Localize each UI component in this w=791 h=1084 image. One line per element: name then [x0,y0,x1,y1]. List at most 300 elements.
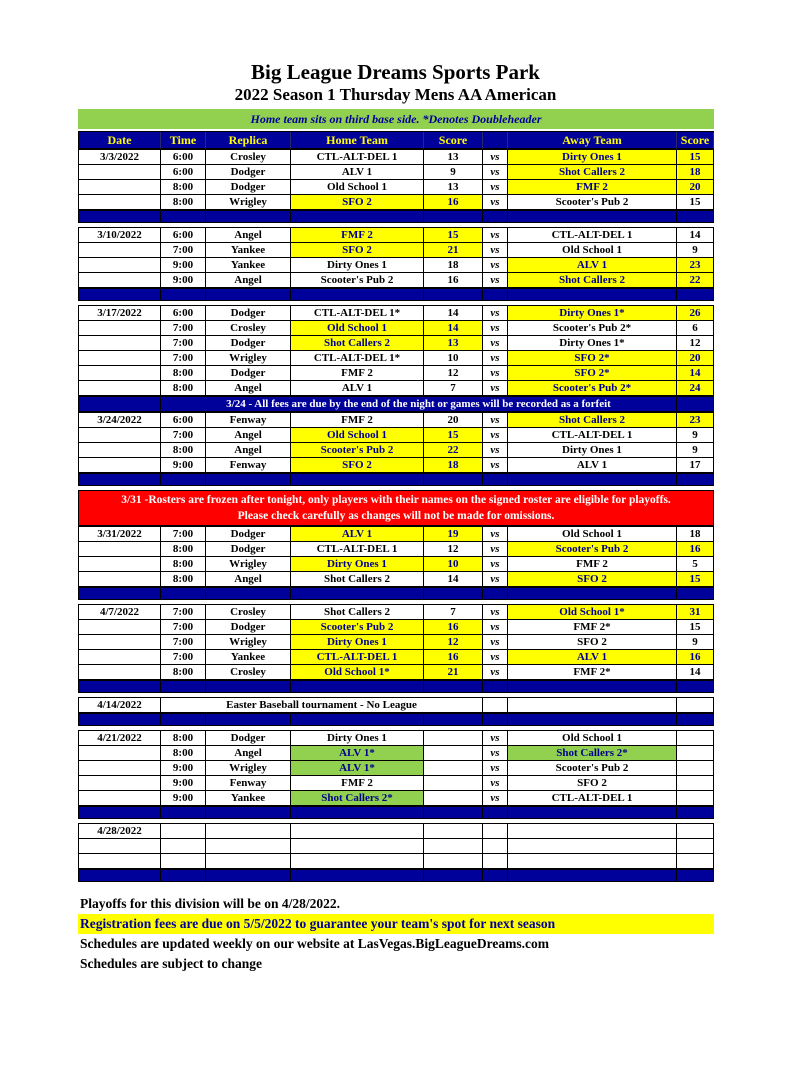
roster-freeze-banner [78,490,714,526]
home-score-cell: 16 [424,620,483,635]
date-cell [79,791,161,806]
home-team-cell: CTL-ALT-DEL 1* [291,306,424,321]
separator-cell [508,474,677,486]
date-cell [79,195,161,210]
separator-cell [508,714,677,726]
home-team-cell: Dirty Ones 1 [291,557,424,572]
vs-cell: vs [483,165,508,180]
separator-row [78,210,714,223]
separator-cell [424,714,483,726]
date-cell: 4/14/2022 [79,698,161,713]
date-cell [79,428,161,443]
vs-cell: vs [483,665,508,680]
time-cell: 8:00 [161,180,206,195]
away-score-cell: 14 [677,366,714,381]
separator-cell [677,474,714,486]
fees-note-text: 3/24 - All fees are due by the end of the night or games will be recorded as a forfeit [161,397,677,412]
vs-cell: vs [483,428,508,443]
vs-cell: vs [483,180,508,195]
separator-cell [79,211,161,223]
playoffs-note: Playoffs for this division will be on 4/28/2022. [80,896,341,911]
separator-row [78,587,714,600]
vs-cell: vs [483,761,508,776]
home-score-cell: 13 [424,336,483,351]
vs-cell: vs [483,243,508,258]
away-score-cell [677,839,714,854]
time-cell: 7:00 [161,527,206,542]
time-cell: 7:00 [161,351,206,366]
separator-row [78,713,714,726]
website-note: Schedules are updated weekly on our website at LasVegas.BigLeagueDreams.com [80,936,550,951]
home-team-cell: Old School 1* [291,665,424,680]
home-score-cell: 10 [424,351,483,366]
date-cell [79,443,161,458]
vs-cell: vs [483,620,508,635]
away-score-cell: 9 [677,428,714,443]
away-team-cell: Dirty Ones 1* [508,306,677,321]
separator-cell [161,211,206,223]
separator-cell [677,588,714,600]
away-score-cell: 22 [677,273,714,288]
home-score-cell: 16 [424,650,483,665]
time-cell: 8:00 [161,366,206,381]
separator-cell [206,474,291,486]
replica-cell: Dodger [206,527,291,542]
home-score-cell: 16 [424,273,483,288]
away-score-cell: 15 [677,195,714,210]
separator-cell [677,807,714,819]
vs-cell: vs [483,791,508,806]
away-team-cell: FMF 2 [508,557,677,572]
time-cell: 8:00 [161,381,206,396]
separator-cell [161,289,206,301]
date-section [78,823,714,869]
home-team-cell: SFO 2 [291,458,424,473]
separator-cell [161,474,206,486]
home-score-cell: 20 [424,413,483,428]
away-team-cell: Scooter's Pub 2* [508,321,677,336]
separator-cell [161,870,206,882]
separator-cell [424,211,483,223]
home-team-cell: Old School 1 [291,428,424,443]
separator-row [78,869,714,882]
replica-cell: Angel [206,746,291,761]
away-score-cell: 14 [677,228,714,243]
away-team-cell: Dirty Ones 1 [508,150,677,165]
event-row [78,697,714,713]
date-cell: 4/21/2022 [79,731,161,746]
time-cell: 7:00 [161,635,206,650]
separator-cell [508,588,677,600]
separator-cell [79,681,161,693]
away-score-cell: 14 [677,665,714,680]
away-score-cell: 31 [677,605,714,620]
home-team-cell: Shot Callers 2 [291,605,424,620]
schedule-table [78,131,714,882]
time-cell [161,824,206,839]
date-cell [79,258,161,273]
replica-cell: Dodger [206,180,291,195]
home-score-cell [424,824,483,839]
away-team-cell: SFO 2* [508,351,677,366]
date-cell: 3/31/2022 [79,527,161,542]
home-score-cell [424,776,483,791]
separator-cell [291,588,424,600]
separator-cell [161,714,206,726]
time-cell [161,854,206,869]
separator-cell [677,870,714,882]
home-team-cell: Old School 1 [291,321,424,336]
separator-row [78,288,714,301]
date-cell: 3/17/2022 [79,306,161,321]
away-score-cell [677,761,714,776]
separator-cell [79,289,161,301]
home-team-cell [291,839,424,854]
replica-cell: Angel [206,273,291,288]
date-cell: 3/24/2022 [79,413,161,428]
home-score-cell: 12 [424,542,483,557]
time-cell: 9:00 [161,776,206,791]
replica-cell: Wrigley [206,351,291,366]
time-cell: 6:00 [161,228,206,243]
separator-cell [79,714,161,726]
home-score-cell: 22 [424,443,483,458]
date-section [78,305,714,396]
time-cell: 8:00 [161,542,206,557]
date-cell [79,336,161,351]
home-score-cell [424,746,483,761]
vs-cell [483,854,508,869]
time-cell: 6:00 [161,413,206,428]
home-team-cell: ALV 1 [291,381,424,396]
separator-row [78,680,714,693]
separator-cell [206,681,291,693]
away-team-cell [508,839,677,854]
home-team-cell: Scooter's Pub 2 [291,620,424,635]
date-cell [79,381,161,396]
replica-cell: Wrigley [206,761,291,776]
away-team-cell: Dirty Ones 1* [508,336,677,351]
separator-cell [79,588,161,600]
date-section [78,227,714,288]
separator-cell [508,681,677,693]
time-cell: 7:00 [161,605,206,620]
away-score-cell: 20 [677,180,714,195]
away-score-cell: 6 [677,321,714,336]
replica-cell: Dodger [206,620,291,635]
vs-cell: vs [483,542,508,557]
away-team-cell: SFO 2* [508,366,677,381]
home-team-cell: Shot Callers 2 [291,336,424,351]
separator-cell [206,211,291,223]
away-team-cell: FMF 2 [508,180,677,195]
replica-cell: Dodger [206,306,291,321]
replica-cell: Yankee [206,791,291,806]
away-score-cell: 26 [677,306,714,321]
separator-cell [508,807,677,819]
home-score-cell: 13 [424,150,483,165]
date-cell [79,180,161,195]
vs-cell: vs [483,650,508,665]
separator-cell [291,714,424,726]
away-score-cell: 16 [677,542,714,557]
away-score-cell: 23 [677,258,714,273]
home-score-cell: 21 [424,243,483,258]
replica-cell [206,854,291,869]
vs-cell: vs [483,731,508,746]
away-score-cell [677,731,714,746]
home-score-cell: 14 [424,572,483,587]
separator-cell [291,474,424,486]
home-team-cell: ALV 1 [291,165,424,180]
replica-cell: Dodger [206,366,291,381]
time-cell: 8:00 [161,195,206,210]
home-score-cell: 12 [424,635,483,650]
replica-cell [206,824,291,839]
away-team-cell: SFO 2 [508,572,677,587]
date-cell [79,351,161,366]
home-score-cell: 21 [424,665,483,680]
home-score-cell [424,791,483,806]
away-team-cell: Scooter's Pub 2 [508,542,677,557]
away-team-header: Away Team [508,132,677,149]
time-cell [161,839,206,854]
separator-cell [424,807,483,819]
vs-cell: vs [483,635,508,650]
replica-cell: Crosley [206,665,291,680]
away-team-cell: Old School 1 [508,731,677,746]
separator-cell [508,870,677,882]
away-team-cell: Scooter's Pub 2 [508,761,677,776]
home-score-header: Score [424,132,483,149]
home-team-cell: SFO 2 [291,195,424,210]
replica-cell: Fenway [206,458,291,473]
separator-cell [161,588,206,600]
time-cell: 6:00 [161,306,206,321]
away-score-cell [677,824,714,839]
away-team-cell: Old School 1 [508,527,677,542]
home-team-cell: FMF 2 [291,366,424,381]
date-cell [79,243,161,258]
vs-cell: vs [483,273,508,288]
time-cell: 7:00 [161,336,206,351]
event-text: Easter Baseball tournament - No League [161,698,483,713]
replica-cell: Angel [206,381,291,396]
date-section [78,730,714,806]
away-score-cell [677,791,714,806]
separator-cell [161,807,206,819]
away-team-cell: Scooter's Pub 2* [508,381,677,396]
fees-note-row [78,396,714,412]
date-section [78,526,714,587]
vs-cell: vs [483,776,508,791]
replica-cell: Yankee [206,243,291,258]
date-cell: 4/28/2022 [79,824,161,839]
registration-note: Registration fees are due on 5/5/2022 to guarantee your team's spot for next season [78,914,714,934]
date-cell [79,776,161,791]
replica-cell: Yankee [206,258,291,273]
home-team-cell [291,824,424,839]
time-header: Time [161,132,206,149]
replica-cell: Wrigley [206,557,291,572]
separator-cell [206,714,291,726]
date-section [78,412,714,473]
date-cell [79,273,161,288]
vs-cell: vs [483,746,508,761]
replica-cell: Wrigley [206,635,291,650]
home-team-cell: FMF 2 [291,776,424,791]
home-team-header: Home Team [291,132,424,149]
time-cell: 8:00 [161,443,206,458]
home-score-cell: 18 [424,458,483,473]
home-team-cell: CTL-ALT-DEL 1 [291,650,424,665]
date-cell [79,542,161,557]
date-cell [79,321,161,336]
home-team-cell: ALV 1 [291,527,424,542]
separator-cell [291,289,424,301]
vs-cell [483,824,508,839]
vs-cell: vs [483,458,508,473]
home-team-cell: Scooter's Pub 2 [291,443,424,458]
schedule-sheet [78,109,714,974]
away-team-cell [508,854,677,869]
date-cell [79,635,161,650]
away-score-cell: 18 [677,165,714,180]
away-score-cell [677,698,714,713]
separator-row [78,806,714,819]
separator-cell [206,588,291,600]
away-team-cell: Shot Callers 2 [508,165,677,180]
home-team-cell: ALV 1* [291,761,424,776]
separator-cell [677,681,714,693]
vs-cell: vs [483,351,508,366]
date-section [78,149,714,210]
separator-cell [424,588,483,600]
away-score-cell: 23 [677,413,714,428]
away-score-cell: 20 [677,351,714,366]
replica-cell: Angel [206,443,291,458]
home-team-cell: Shot Callers 2* [291,791,424,806]
away-score-cell [677,776,714,791]
separator-cell [677,289,714,301]
home-score-cell: 16 [424,195,483,210]
replica-cell: Dodger [206,731,291,746]
away-team-cell: FMF 2* [508,620,677,635]
away-score-cell: 17 [677,458,714,473]
home-score-cell: 10 [424,557,483,572]
banner-line: Please check carefully as changes will not be made for omissions. [237,510,555,522]
home-team-cell: CTL-ALT-DEL 1 [291,542,424,557]
away-score-cell: 16 [677,650,714,665]
away-score-cell: 12 [677,336,714,351]
separator-row [78,473,714,486]
vs-cell: vs [483,195,508,210]
replica-cell: Crosley [206,605,291,620]
away-team-cell: Shot Callers 2 [508,413,677,428]
away-team-cell: Dirty Ones 1 [508,443,677,458]
time-cell: 8:00 [161,731,206,746]
away-team-cell: Shot Callers 2* [508,746,677,761]
home-score-cell: 7 [424,381,483,396]
home-team-cell: Dirty Ones 1 [291,731,424,746]
date-cell [79,650,161,665]
away-team-cell: CTL-ALT-DEL 1 [508,228,677,243]
away-team-cell: Old School 1* [508,605,677,620]
away-score-cell: 9 [677,243,714,258]
home-team-cell: FMF 2 [291,228,424,243]
separator-cell [206,807,291,819]
away-score-cell: 24 [677,381,714,396]
separator-cell [508,211,677,223]
vs-cell: vs [483,150,508,165]
time-cell: 8:00 [161,746,206,761]
vs-cell: vs [483,381,508,396]
home-score-cell: 7 [424,605,483,620]
home-team-cell: CTL-ALT-DEL 1 [291,150,424,165]
vs-cell: vs [483,572,508,587]
home-score-cell: 15 [424,228,483,243]
time-cell: 7:00 [161,321,206,336]
away-team-cell: SFO 2 [508,635,677,650]
away-score-cell: 9 [677,443,714,458]
separator-cell [677,714,714,726]
replica-header: Replica [206,132,291,149]
home-score-cell [424,731,483,746]
date-cell [79,572,161,587]
date-cell [79,746,161,761]
separator-cell [291,211,424,223]
away-score-cell: 15 [677,572,714,587]
date-cell [79,397,161,412]
home-team-cell [291,854,424,869]
date-cell [79,458,161,473]
replica-cell: Angel [206,572,291,587]
away-team-cell: CTL-ALT-DEL 1 [508,428,677,443]
separator-cell [677,211,714,223]
separator-cell [483,474,508,486]
separator-cell [508,289,677,301]
home-team-cell: FMF 2 [291,413,424,428]
date-cell [79,620,161,635]
separator-cell [483,588,508,600]
separator-cell [424,681,483,693]
date-header: Date [79,132,161,149]
date-cell [79,854,161,869]
vs-cell: vs [483,443,508,458]
separator-cell [424,870,483,882]
date-cell [79,366,161,381]
replica-cell: Dodger [206,542,291,557]
vs-cell: vs [483,413,508,428]
vs-cell: vs [483,605,508,620]
footer-notes [78,894,714,974]
replica-cell: Crosley [206,150,291,165]
date-cell: 4/7/2022 [79,605,161,620]
home-score-cell: 9 [424,165,483,180]
time-cell: 7:00 [161,243,206,258]
vs-header [483,132,508,149]
separator-cell [483,807,508,819]
home-score-cell: 15 [424,428,483,443]
away-team-cell: FMF 2* [508,665,677,680]
away-score-cell: 9 [677,635,714,650]
away-score-cell [677,397,714,412]
vs-cell: vs [483,557,508,572]
home-team-cell: Shot Callers 2 [291,572,424,587]
separator-cell [206,870,291,882]
home-team-cell: Scooter's Pub 2 [291,273,424,288]
away-team-cell: Shot Callers 2 [508,273,677,288]
